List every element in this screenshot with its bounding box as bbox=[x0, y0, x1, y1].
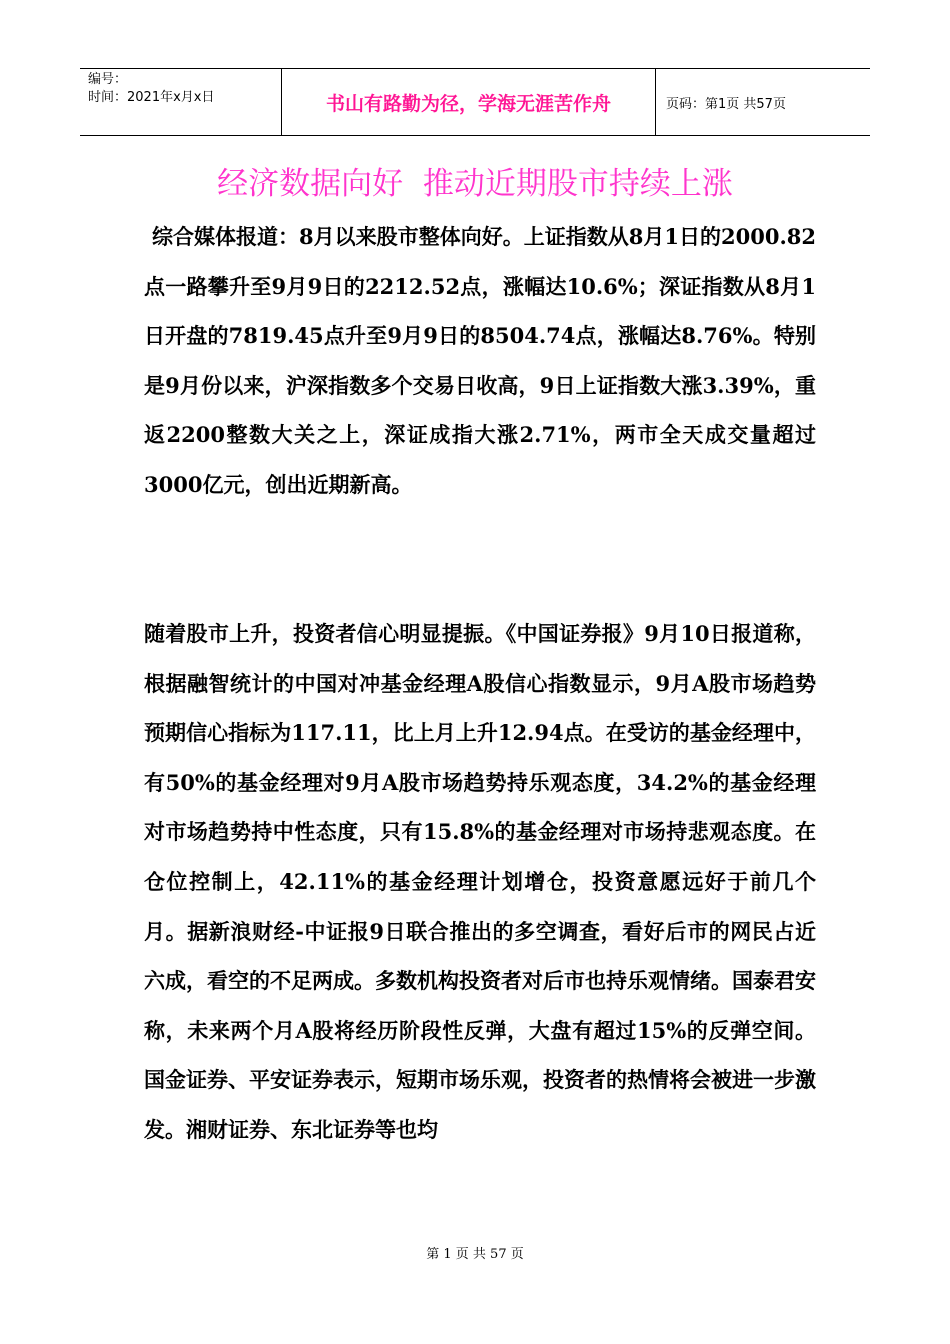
page-footer: 第 1 页 共 57 页 bbox=[426, 1247, 524, 1262]
header-motto-cell bbox=[282, 69, 656, 135]
motto-text: 书山有路勤为径，学海无涯苦作舟 bbox=[325, 92, 611, 115]
article-paragraph-2: 随着股市上升，投资者信心明显提振。《中国证券报》9月10日报道称，根据融智统计的中国对冲基金经理A股信心指数显示，9月A股市场趋势预期信心指标为117.11，比上月上升12.94点。在受访的基金经理中，有50%的基金经理对9月A股市场趋势持乐观态度，34.2%的基金经理对市场趋势持中性态度，只有15.8%的基金经理对市场持悲观态度。在仓位控制上，42.11%的基金经理计划增仓，投资意愿远好于前几个月。据新浪财经-中证报9日联合推出的多空调查，看好后市的网民占近六成，看空的不足两成。多数机构投资者对后市也持乐观情绪。国泰君安称，未来两个月A股将经历阶段性反弹，大盘有超过15%的反弹空间。国金证券、平安证券表示，短期市场乐观，投资者的热情将会被进一步激发。湘财证券、东北证券等也均 bbox=[144, 621, 816, 1142]
article-paragraph-1: 综合媒体报道：8月以来股市整体向好。上证指数从8月1日的2000.82点一路攀升至9月9日的2212.52点，涨幅达10.6%；深证指数从8月1日开盘的7819.45点升至9月9日的8504.74点，涨幅达8.76%。特别是9月份以来，沪深指数多个交易日收高，9日上证指数大涨3.39%，重返2200整数大关之上，深证成指大涨2.71%，两市全天成交量超过3000亿元，创出近期新高。 bbox=[144, 224, 816, 497]
header-meta-cell bbox=[80, 69, 282, 135]
article-title: 经济数据向好 推动近期股市持续上涨 bbox=[217, 166, 733, 202]
document-header bbox=[80, 68, 870, 136]
date-label: 时间：2021年x月x日 bbox=[88, 90, 215, 105]
page-info-text: 页码：第1页 共57页 bbox=[666, 96, 786, 112]
serial-number-label: 编号： bbox=[88, 72, 128, 87]
header-page-cell bbox=[656, 69, 870, 135]
